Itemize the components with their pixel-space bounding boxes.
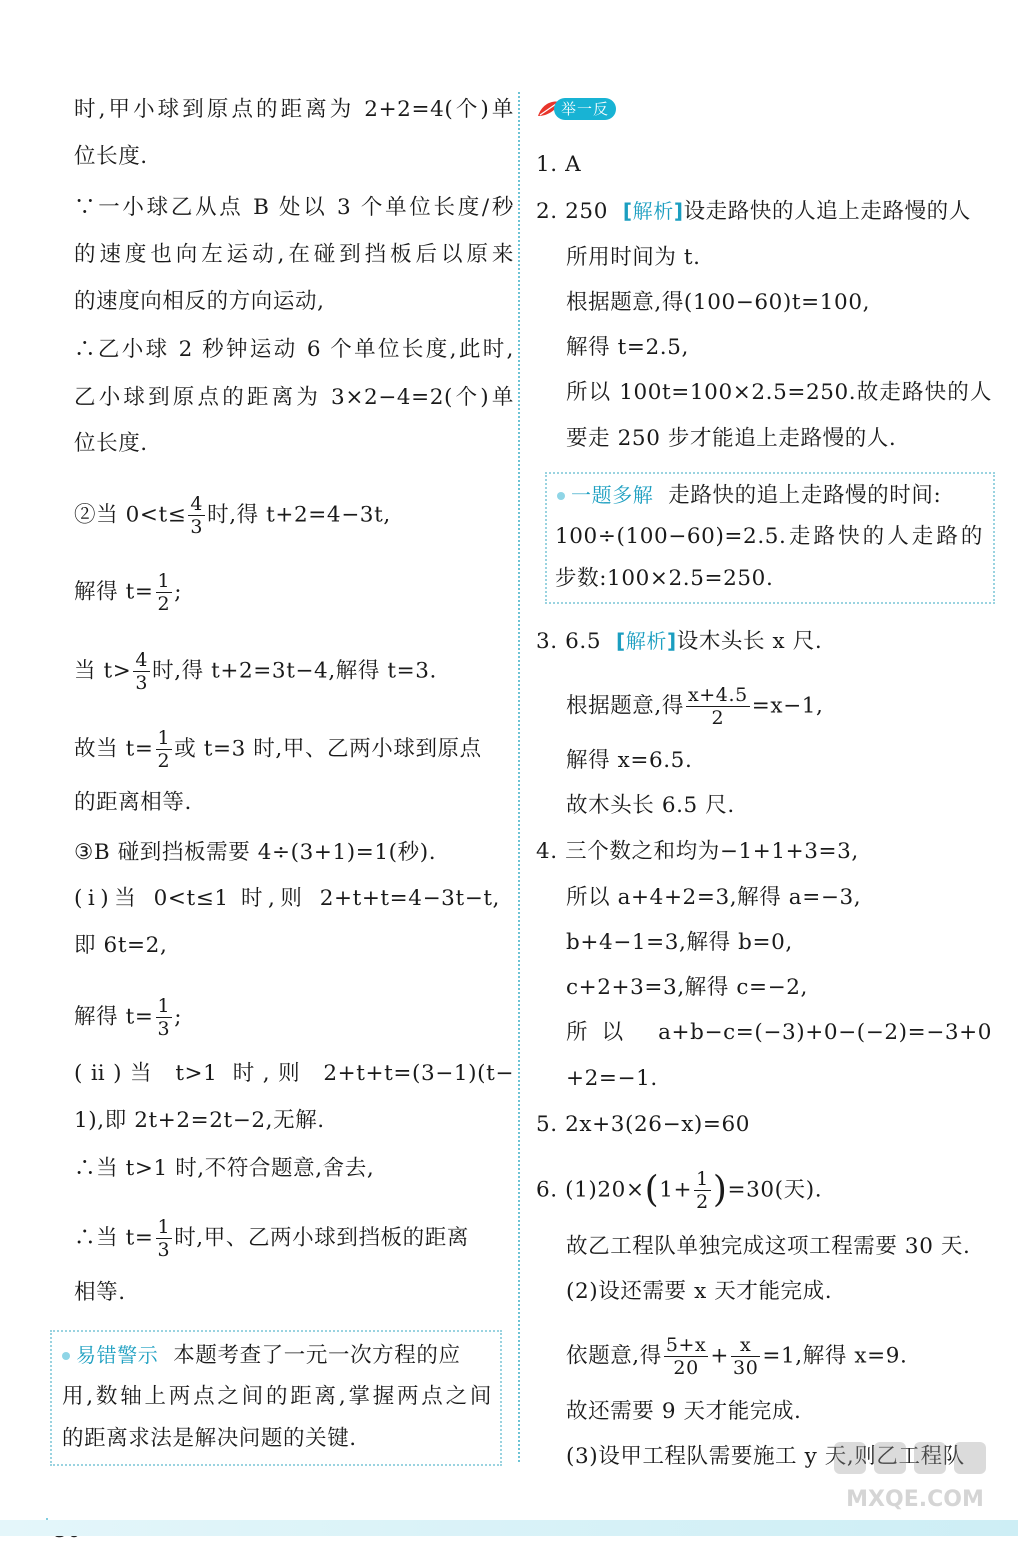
text-line: 1),即 2t+2=2t−2,无解. [74, 1108, 325, 1133]
note-line [557, 480, 941, 511]
big-paren: ) [712, 1169, 728, 1211]
text-line: 即 6t=2, [74, 933, 168, 958]
note-line [62, 1340, 461, 1371]
equation-line [74, 1216, 469, 1261]
text-line: 故乙工程队单独完成这项工程需要 30 天. [566, 1234, 971, 1259]
big-paren: ( [644, 1169, 660, 1211]
equation-line [74, 649, 437, 694]
fraction [156, 995, 173, 1040]
equation-line [74, 995, 182, 1040]
fraction-denominator: 2 [157, 750, 171, 772]
fraction [731, 1334, 760, 1379]
section-badge [536, 96, 614, 140]
text-line: 的速度也向左运动,在碰到挡板后以原来 [74, 242, 514, 267]
fraction-denominator: 2 [696, 1191, 709, 1213]
fraction-numerator: 1 [157, 1216, 171, 1238]
multi-solution-box [545, 472, 995, 604]
equation-line [566, 1334, 907, 1379]
fraction [188, 493, 205, 538]
fraction-numerator: 4 [135, 649, 149, 671]
note-title: 易错警示 [76, 1343, 159, 1367]
text-line: (3)设甲工程队需要施工 y 天,则乙工程队 [566, 1444, 965, 1469]
fraction-numerator: x+4.5 [687, 684, 748, 706]
text-segment: 时,得 t+2=3t−4,解得 t=3. [152, 658, 437, 684]
text-line: (2)设还需要 x 天才能完成. [566, 1279, 833, 1304]
note-line: 100÷(100−60)=2.5.走路快的人走路的 [555, 524, 983, 549]
text-segment: 走路快的追上走路慢的时间: [668, 483, 942, 508]
fraction [156, 570, 173, 615]
fraction-numerator: 1 [157, 727, 171, 749]
text-segment: 时,得 t+2=4−3t, [207, 502, 391, 528]
text-line: 所以 a+b−c=(−3)+0−(−2)=−3+0 [566, 1020, 992, 1045]
text-line: ∴乙小球 2 秒钟运动 6 个单位长度,此时, [74, 337, 514, 362]
section-badge-label: 举一反三 [554, 98, 616, 120]
text-segment: 当 t> [74, 658, 132, 684]
text-line: 位长度. [74, 144, 148, 169]
text-segment: 设木头长 x 尺. [676, 629, 823, 654]
analysis-tag-label: 解析 [625, 629, 667, 653]
answer-line [536, 196, 971, 227]
answer-line [536, 626, 822, 657]
fraction-denominator: 2 [157, 593, 171, 615]
text-segment: + [710, 1343, 729, 1369]
fraction-denominator: 30 [733, 1357, 759, 1379]
fraction-denominator: 20 [673, 1357, 699, 1379]
answer-line: 5. 2x+3(26−x)=60 [536, 1112, 751, 1137]
equation-line [74, 493, 391, 538]
text-line: 解得 x=6.5. [566, 748, 693, 773]
text-segment: 根据题意,得 [566, 693, 684, 719]
text-line: (ⅱ)当 t>1 时,则 2+t+t=(3−1)(t− [74, 1061, 514, 1086]
watermark-text: MXQE.COM [846, 1487, 984, 1512]
column-divider [518, 92, 520, 1462]
analysis-tag: [解析] [622, 199, 684, 223]
text-line: 解得 t=2.5, [566, 335, 689, 360]
fraction-denominator: 3 [135, 672, 149, 694]
text-segment: ; [174, 1004, 183, 1030]
analysis-tag: [解析] [616, 629, 677, 653]
fraction-numerator: 5+x [665, 1334, 707, 1356]
bullet-dot-icon [557, 492, 565, 500]
text-line: c+2+3=3,解得 c=−2, [566, 975, 808, 1000]
text-line: b+4−1=3,解得 b=0, [566, 930, 793, 955]
text-segment: ②当 0<t≤ [74, 502, 187, 528]
fraction [133, 649, 150, 694]
fraction-denominator: 3 [190, 516, 204, 538]
fraction-numerator: 1 [696, 1168, 709, 1190]
text-segment: 2. 250 [536, 199, 608, 224]
answer-line: 4. 三个数之和均为−1+1+3=3, [536, 839, 859, 864]
fraction [156, 727, 173, 772]
note-line: 的距离求法是解决问题的关键. [62, 1426, 357, 1451]
note-line: 用,数轴上两点之间的距离,掌握两点之间 [62, 1384, 492, 1409]
text-segment: 1+ [659, 1177, 693, 1203]
error-warning-box [50, 1330, 502, 1466]
text-segment: 6. (1)20× [536, 1177, 645, 1203]
text-line: +2=−1. [566, 1066, 658, 1091]
text-segment: =30(天). [727, 1177, 823, 1203]
fraction-denominator: 3 [157, 1239, 171, 1261]
text-segment: ; [174, 579, 183, 605]
bullet-dot-icon [62, 1352, 70, 1360]
text-segment: 解得 t= [74, 579, 154, 605]
equation-line [74, 727, 482, 772]
text-segment: =x−1, [751, 693, 824, 719]
note-title: 一题多解 [571, 483, 654, 507]
fraction-denominator: 3 [157, 1018, 171, 1040]
equation-line [536, 1168, 822, 1213]
text-line: 的距离相等. [74, 790, 192, 815]
text-line: (ⅰ)当 0<t≤1 时,则 2+t+t=4−3t−t, [74, 886, 500, 911]
fraction [156, 1216, 173, 1261]
text-line: 故木头长 6.5 尺. [566, 793, 735, 818]
text-segment: 故当 t= [74, 736, 154, 762]
note-line: 步数:100×2.5=250. [555, 566, 774, 591]
text-segment: 本题考查了一元一次方程的应 [173, 1343, 461, 1368]
watermark-logo [830, 1440, 1000, 1514]
analysis-tag-label: 解析 [632, 199, 674, 223]
text-line: 位长度. [74, 431, 148, 456]
text-segment: 设走路快的人追上走路慢的人 [683, 199, 971, 224]
bottom-band [0, 1520, 1018, 1536]
text-line: ∵一小球乙从点 B 处以 3 个单位长度/秒 [74, 195, 514, 220]
equation-line [566, 684, 823, 729]
text-line: 故还需要 9 天才能完成. [566, 1399, 802, 1424]
fraction-numerator: 4 [190, 493, 204, 515]
text-line: 所以 a+4+2=3,解得 a=−3, [566, 885, 862, 910]
text-line: ③B 碰到挡板需要 4÷(3+1)=1(秒). [74, 840, 437, 865]
text-line: 所用时间为 t. [566, 245, 701, 270]
text-line: 时,甲小球到原点的距离为 2+2=4(个)单 [74, 97, 514, 122]
equation-line [74, 570, 182, 615]
fraction-numerator: 1 [157, 570, 171, 592]
text-line: 的速度向相反的方向运动, [74, 289, 325, 314]
text-line: 乙小球到原点的距离为 3×2−4=2(个)单 [74, 385, 514, 410]
fraction-numerator: 1 [157, 995, 171, 1017]
text-line: 所以 100t=100×2.5=250.故走路快的人 [566, 380, 992, 405]
text-line: 根据题意,得(100−60)t=100, [566, 290, 871, 315]
text-line: 相等. [74, 1280, 126, 1305]
text-segment: =1,解得 x=9. [762, 1343, 908, 1369]
text-segment: 时,甲、乙两小球到挡板的距离 [174, 1225, 469, 1251]
text-line: ∴当 t>1 时,不符合题意,舍去, [74, 1156, 375, 1181]
fraction-denominator: 2 [711, 707, 725, 729]
text-segment: ∴当 t= [74, 1225, 154, 1251]
fraction [694, 1168, 711, 1213]
text-segment: 或 t=3 时,甲、乙两小球到原点 [174, 736, 482, 762]
text-segment: 解得 t= [74, 1004, 154, 1030]
fraction [664, 1334, 709, 1379]
fraction-numerator: x [731, 1334, 760, 1357]
text-line: 要走 250 步才能追上走路慢的人. [566, 426, 897, 451]
fraction [686, 684, 750, 729]
text-segment: 3. 6.5 [536, 629, 602, 654]
text-segment: 依题意,得 [566, 1343, 662, 1369]
answer-line: 1. A [536, 152, 582, 177]
